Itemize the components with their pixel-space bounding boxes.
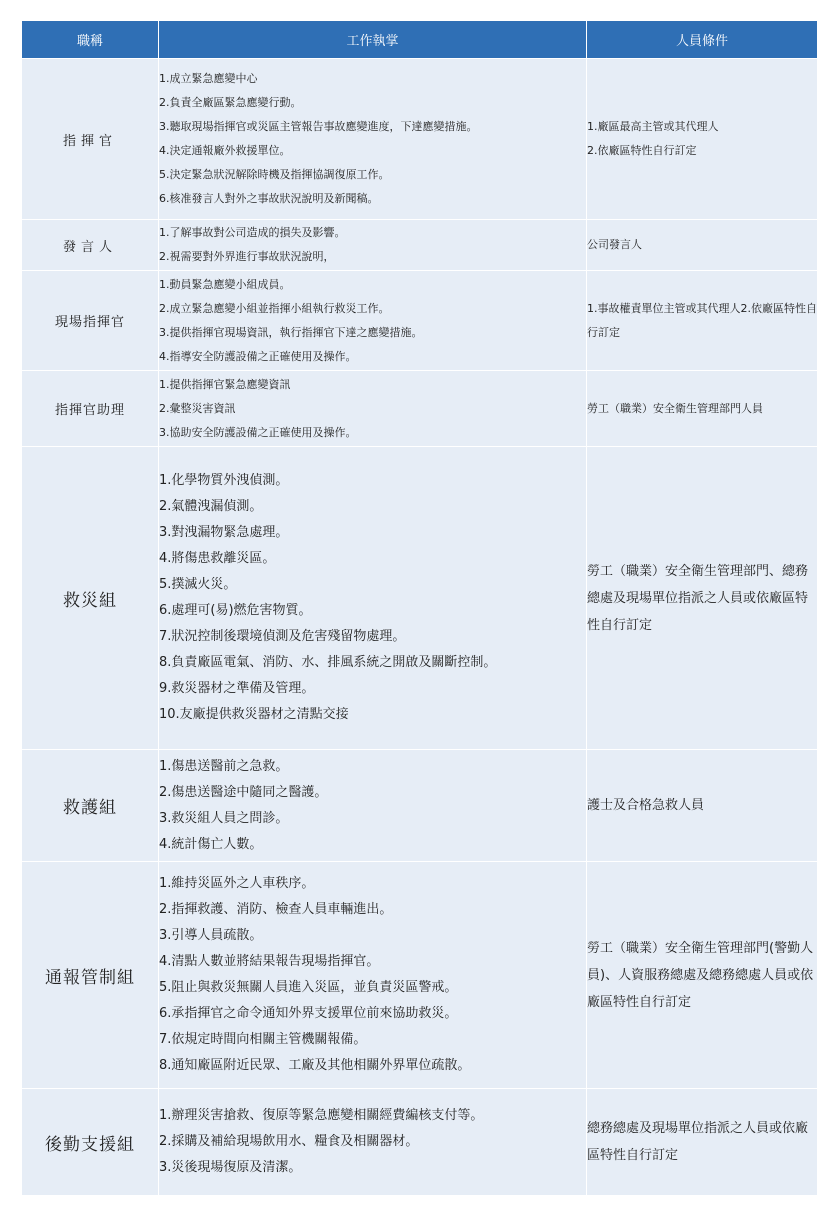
duty-item: 9.救災器材之準備及管理。 [159, 681, 315, 696]
role-name: 通報管制組 [45, 967, 135, 988]
duty-item: 4.將傷患救離災區。 [159, 551, 276, 566]
duty-item: 6.核准發言人對外之事故狀況說明及新聞稿。 [159, 192, 379, 205]
table-row [22, 750, 818, 862]
requirements-cell [587, 750, 818, 862]
duty-item: 1.動員緊急應變小組成員。 [159, 277, 291, 291]
duty-item: 5.撲滅火災。 [159, 577, 237, 592]
table-header-row [22, 21, 818, 59]
emergency-roles-table [21, 20, 818, 1196]
role-cell [22, 220, 159, 271]
duties-cell [159, 271, 587, 371]
header-title: 職稱 [22, 21, 159, 59]
duties-cell [159, 447, 587, 750]
duty-item: 4.統計傷亡人數。 [159, 836, 263, 852]
requirement-text: 勞工（職業）安全衛生管理部門(警勤人員)、人資服務總處及總務總處人員或依廠區特性自行訂定 [587, 940, 814, 1010]
duty-item: 1.辦理災害搶救、復原等緊急應變相關經費編核支付等。 [159, 1108, 484, 1123]
duty-item: 3.災後現場復原及清潔。 [159, 1160, 302, 1175]
requirement-text: 護士及合格急救人員 [587, 798, 705, 813]
duty-item: 3.協助安全防護設備之正確使用及操作。 [159, 425, 357, 439]
role-name: 發言人 [62, 239, 117, 255]
duty-item: 2.成立緊急應變小組並指揮小組執行救災工作。 [159, 301, 390, 315]
table-row [22, 447, 818, 750]
duty-item: 2.彙整災害資訊 [159, 401, 236, 415]
requirements-cell [587, 447, 818, 750]
duties-cell [159, 220, 587, 271]
table-row [22, 1089, 818, 1196]
requirement-text: 1.廠區最高主管或其代理人 [587, 120, 719, 133]
duty-item: 6.處理可(易)燃危害物質。 [159, 603, 312, 618]
duty-item: 7.依規定時間向相關主管機關報備。 [159, 1032, 367, 1047]
role-cell [22, 862, 159, 1089]
duty-item: 2.指揮救護、消防、檢查人員車輛進出。 [159, 902, 393, 917]
requirements-cell [587, 220, 818, 271]
duty-item: 1.了解事故對公司造成的損失及影響。 [159, 226, 346, 239]
table-row [22, 271, 818, 371]
requirement-text: 2.依廠區特性自行訂定 [587, 144, 697, 157]
requirement-text: 總務總處及現場單位指派之人員或依廠區特性自行訂定 [587, 1121, 809, 1163]
role-cell [22, 447, 159, 750]
table-row [22, 862, 818, 1089]
requirement-text: 1.事故權責單位主管或其代理人2.依廠區特性自行訂定 [587, 301, 817, 339]
duty-item: 3.引導人員疏散。 [159, 928, 263, 943]
duty-item: 1.成立緊急應變中心 [159, 72, 258, 85]
role-cell [22, 1089, 159, 1196]
duty-item: 2.氣體洩漏偵測。 [159, 499, 263, 514]
requirements-cell [587, 59, 818, 220]
requirements-cell [587, 1089, 818, 1196]
header-duties: 工作執掌 [159, 21, 587, 59]
role-name: 指揮官助理 [54, 403, 125, 418]
duty-item: 7.狀況控制後環境偵測及危害殘留物處理。 [159, 629, 406, 644]
duty-item: 6.承指揮官之命令通知外界支援單位前來協助救災。 [159, 1006, 458, 1021]
duty-item: 3.救災組人員之問診。 [159, 810, 289, 826]
role-cell [22, 271, 159, 371]
duty-item: 8.負責廠區電氣、消防、水、排風系統之開啟及關斷控制。 [159, 655, 497, 670]
role-name: 現場指揮官 [54, 315, 125, 330]
duties-cell [159, 750, 587, 862]
role-cell [22, 750, 159, 862]
header-requirements: 人員條件 [587, 21, 818, 59]
role-name: 救災組 [63, 590, 117, 611]
duties-cell [159, 371, 587, 447]
duty-item: 2.負責全廠區緊急應變行動。 [159, 96, 302, 109]
table-row [22, 371, 818, 447]
duty-item: 2.傷患送醫途中隨同之醫護。 [159, 784, 328, 800]
duty-item: 4.指導安全防護設備之正確使用及操作。 [159, 349, 357, 363]
duty-item: 1.化學物質外洩偵測。 [159, 473, 289, 488]
duties-cell [159, 862, 587, 1089]
duty-item: 10.友廠提供救災器材之清點交接 [159, 707, 349, 722]
duty-item: 1.維持災區外之人車秩序。 [159, 876, 315, 891]
duty-item: 3.對洩漏物緊急處理。 [159, 525, 289, 540]
requirements-cell [587, 371, 818, 447]
duties-cell [159, 59, 587, 220]
requirements-cell [587, 271, 818, 371]
duty-item: 5.阻止與救災無關人員進入災區，並負責災區警戒。 [159, 980, 458, 995]
role-name: 後勤支援組 [45, 1134, 135, 1155]
duty-item: 2.採購及補給現場飲用水、糧食及相關器材。 [159, 1134, 419, 1149]
requirement-text: 公司發言人 [587, 238, 642, 251]
duty-item: 5.決定緊急狀況解除時機及指揮協調復原工作。 [159, 168, 390, 181]
duty-item: 4.清點人數並將結果報告現場指揮官。 [159, 954, 380, 969]
requirements-cell [587, 862, 818, 1089]
role-name: 救護組 [63, 798, 117, 818]
requirement-text: 勞工（職業）安全衛生管理部門、總務總處及現場單位指派之人員或依廠區特性自行訂定 [587, 563, 809, 633]
duty-item: 8.通知廠區附近民眾、工廠及其他相關外界單位疏散。 [159, 1058, 471, 1073]
duty-item: 2.視需要對外界進行事故狀況說明， [159, 250, 335, 263]
duty-item: 1.提供指揮官緊急應變資訊 [159, 377, 291, 391]
table-row [22, 220, 818, 271]
role-cell [22, 59, 159, 220]
duty-item: 3.提供指揮官現場資訊，執行指揮官下達之應變措施。 [159, 325, 423, 339]
duty-item: 1.傷患送醫前之急救。 [159, 758, 289, 774]
role-cell [22, 371, 159, 447]
role-name: 指揮官 [62, 133, 117, 149]
table-row [22, 59, 818, 220]
requirement-text: 勞工（職業）安全衛生管理部門人員 [587, 401, 763, 415]
duty-item: 4.決定通報廠外救援單位。 [159, 144, 291, 157]
duty-item: 3.聽取現場指揮官或災區主管報告事故應變進度，下達應變措施。 [159, 120, 478, 133]
duties-cell [159, 1089, 587, 1196]
